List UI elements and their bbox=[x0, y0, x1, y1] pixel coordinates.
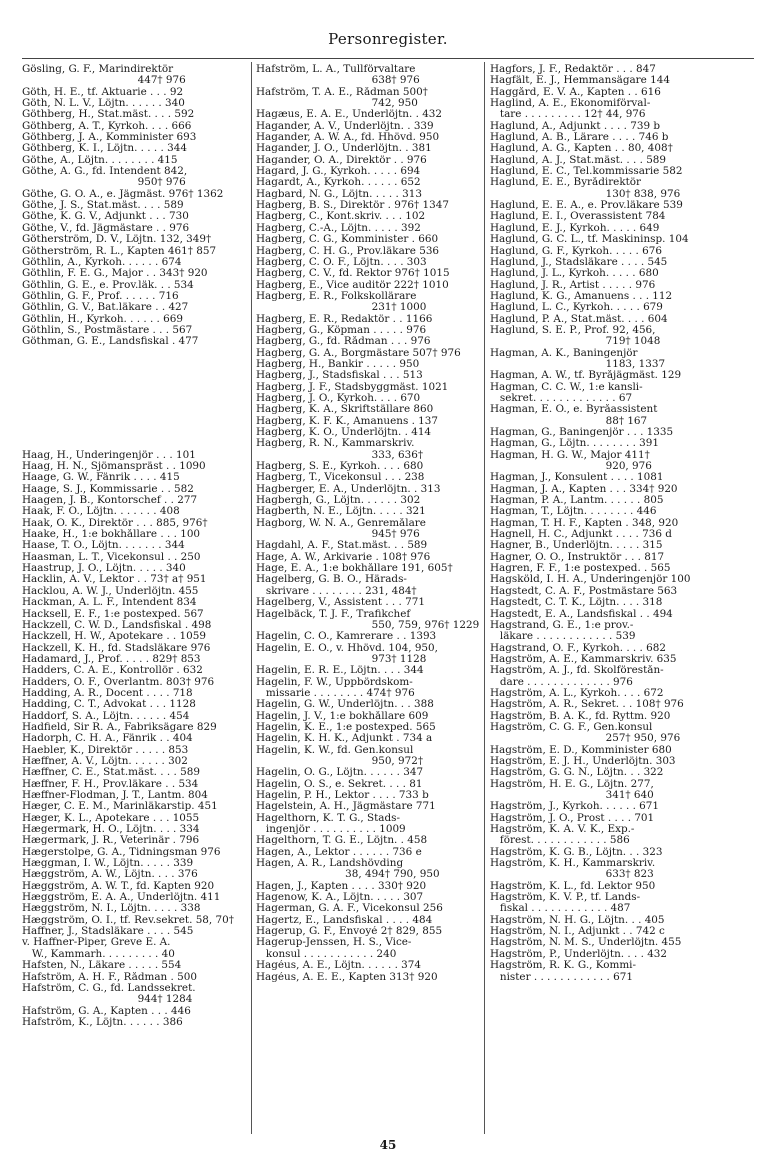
register-entry: Haag, H., Underingenjör . . . 101 bbox=[22, 449, 196, 461]
register-entry: Hagstedt, E. A., Landsfiskal . . 494 bbox=[490, 608, 673, 620]
register-entry: 944† 1284 bbox=[22, 994, 193, 1006]
register-entry: Gösling, G. F., Marindirektör bbox=[22, 64, 174, 75]
register-entry: Hagerman, G. A. F., Vicekonsul 256 bbox=[256, 903, 443, 915]
register-entry: Haglund, J. R., Artist . . . . . 976 bbox=[490, 279, 656, 291]
register-column-middle bbox=[256, 64, 482, 983]
register-entry: Hadamard, J., Prof. . . . . 829† 853 bbox=[22, 653, 201, 665]
register-entry: Haglund, E. E. A., e. Prov.läkare 539 bbox=[490, 200, 683, 212]
register-entry: Hagner, B., Underlöjtn. . . . . 315 bbox=[490, 540, 663, 552]
register-entry: Hagborg, W. N. A., Genremålare bbox=[256, 517, 426, 529]
register-entry: Haddorf, S. A., Löjtn. . . . . . 454 bbox=[22, 710, 190, 722]
register-entry: Hagberg, K. O., Underlöjtn. . 414 bbox=[256, 427, 432, 438]
register-entry: Hagberg, S. E., Kyrkoh. . . . 680 bbox=[256, 461, 424, 473]
register-entry: Haglund, P. A., Stat.mäst. . . . 604 bbox=[490, 313, 668, 325]
register-entry: Göthlin, H., Kyrkoh. . . . . . 669 bbox=[22, 313, 183, 325]
register-entry: Hagberg, G., Köpman . . . . . 976 bbox=[256, 324, 427, 336]
register-entry: Hagberg, C. H. G., Prov.läkare 536 bbox=[256, 245, 440, 257]
register-entry: Hagsköld, I. H. A., Underingenjör 100 bbox=[490, 574, 691, 586]
register-entry: Hackzell, K. H., fd. Stadsläkare 976 bbox=[22, 642, 211, 654]
register-entry: Hagman, C. C. W., 1:e kansli- bbox=[490, 381, 643, 393]
register-entry: Hagenow, K. A., Löjtn. . . . . 307 bbox=[256, 892, 424, 904]
register-entry: Hagerup, G. F., Envoyé 2† 829, 855 bbox=[256, 926, 443, 938]
register-entry: Hagander, J. O., Underlöjtn. . 381 bbox=[256, 143, 432, 155]
register-entry: 333, 636† bbox=[256, 449, 424, 461]
register-entry: Hagström, G. G. N., Löjtn. . . 322 bbox=[490, 767, 664, 779]
register-entry: Haglund, G. C. L., tf. Maskininsp. 104 bbox=[490, 234, 689, 246]
register-entry: Hagardt, A., Kyrkoh. . . . . . 652 bbox=[256, 177, 421, 189]
register-entry: 130† 838, 976 bbox=[490, 188, 681, 200]
register-entry: Göthe, G. O. A., e. Jägmäst. 976† 1362 bbox=[22, 188, 224, 200]
register-entry: Hæffner, F. H., Prov.läkare . . 534 bbox=[22, 778, 199, 790]
register-entry: Hacksell, E. F., 1:e postexped. 567 bbox=[22, 608, 204, 620]
register-entry: 638† 976 bbox=[256, 75, 420, 87]
register-entry: Hæggström, E. A. A., Underlöjtn. 411 bbox=[22, 892, 221, 904]
register-entry: Hagæus, E. A. E., Underlöjtn. . 432 bbox=[256, 109, 443, 121]
page-title: Personregister. bbox=[328, 30, 448, 48]
register-entry: Hagstedt, C. T. K., Löjtn. . . . 318 bbox=[490, 597, 663, 609]
spacer bbox=[22, 427, 250, 438]
register-entry: Hæger, K. L., Apotekare . . . 1055 bbox=[22, 812, 200, 824]
register-entry: Göthlin, A., Kyrkoh. . . . . . 674 bbox=[22, 256, 182, 268]
register-entry: Hagström, A. J., fd. Skolförestån- bbox=[490, 665, 664, 677]
register-entry: Hæffner, C. E., Stat.mäst. . . . 589 bbox=[22, 767, 200, 779]
register-entry: Hagström, N. M. S., Underlöjtn. 455 bbox=[490, 937, 682, 949]
register-entry: 88† 167 bbox=[490, 415, 648, 427]
register-entry: Hagander, A. W. A., fd. Hhövd. 950 bbox=[256, 132, 440, 144]
register-entry: Hagström, P., Underlöjtn. . . . 432 bbox=[490, 948, 668, 960]
register-entry: Haag, H. N., Sjömanspräst . . 1090 bbox=[22, 461, 206, 473]
register-entry: Haffner, J., Stadsläkare . . . . 545 bbox=[22, 926, 194, 938]
register-entry: Hagelin, K. H. K., Adjunkt . 734 a bbox=[256, 733, 433, 745]
register-entry: Haagen, J. B., Kontorschef . . 277 bbox=[22, 495, 198, 507]
register-entry: Hagberth, N. E., Löjtn. . . . . 321 bbox=[256, 506, 426, 518]
register-entry: Haglund, E. E., Byrådirektör bbox=[490, 177, 642, 189]
register-entry: Hagberg, T., Vicekonsul . . . 238 bbox=[256, 472, 425, 484]
register-entry: förest. . . . . . . . . . . . 586 bbox=[490, 835, 630, 847]
register-entry: Hæffner-Flodman, J. T., Lantm. 804 bbox=[22, 790, 208, 801]
register-entry: Haglund, S. E. P., Prof. 92, 456, bbox=[490, 324, 656, 336]
register-entry: Hagelbäck, T. J. F., Trafikchef bbox=[256, 608, 411, 620]
page-number: 45 bbox=[379, 1138, 397, 1152]
register-entry: 633† 823 bbox=[490, 869, 654, 881]
register-entry: Haglund, E. C., Tel.kommissarie 582 bbox=[490, 166, 683, 178]
register-entry: Haage, S. J., Kommissarie . . 582 bbox=[22, 483, 194, 495]
column-divider bbox=[251, 62, 252, 1134]
register-entry: Hæggström, N. I., Löjtn. . . . . 338 bbox=[22, 903, 201, 915]
register-entry: Hægermark, H. O., Löjtn. . . . 334 bbox=[22, 824, 200, 836]
register-entry: Haak, O. K., Direktör . . . 885, 976† bbox=[22, 517, 208, 529]
register-entry: Hagberg, G. A., Borgmästare 507† 976 bbox=[256, 347, 461, 359]
register-entry: Hadorph, C. H. A., Fänrik . . 404 bbox=[22, 733, 193, 745]
register-entry: Hagström, E. J. H., Underlöjtn. 303 bbox=[490, 755, 676, 767]
register-entry: Hagen, J., Kapten . . . . 330† 920 bbox=[256, 880, 427, 892]
register-entry: Göthlin, G. F., Prof. . . . . . 716 bbox=[22, 290, 179, 302]
register-entry: 341† 640 bbox=[490, 790, 654, 801]
register-entry: Haglund, K. G., Amanuens . . . 112 bbox=[490, 290, 673, 302]
register-entry: Hafsten, N., Läkare . . . . . 554 bbox=[22, 960, 182, 972]
register-entry: Hagfors, J. F., Redaktör . . . 847 bbox=[490, 64, 656, 75]
register-entry: läkare . . . . . . . . . . . . 539 bbox=[490, 631, 636, 643]
register-entry: Hæger, C. E. M., Marinläkarstip. 451 bbox=[22, 801, 218, 813]
register-entry: Hagelin, E. O., v. Hhövd. 104, 950, bbox=[256, 642, 438, 654]
register-entry: 920, 976 bbox=[490, 461, 652, 473]
register-entry: Hagstrand, O. F., Kyrkoh. . . . 682 bbox=[490, 642, 666, 654]
register-entry: Hagberg, J., Stadsfiskal . . . 513 bbox=[256, 370, 423, 382]
register-entry: Hagberg, J. O., Kyrkoh. . . . 670 bbox=[256, 392, 421, 404]
register-entry: Göthe, A., Löjtn. . . . . . . . 415 bbox=[22, 154, 178, 166]
register-entry: Haase, T. O., Löjtn. . . . . . . 344 bbox=[22, 540, 185, 552]
register-entry: Hagberg, C. G., Komminister . 660 bbox=[256, 234, 439, 246]
register-entry: Hagberg, C. V., fd. Rektor 976† 1015 bbox=[256, 268, 450, 280]
register-entry: Hagman, T., Löjtn. . . . . . . . 446 bbox=[490, 506, 657, 518]
register-entry: Hæffner, A. V., Löjtn. . . . . . 302 bbox=[22, 755, 188, 767]
register-entry: Hagelin, O. S., e. Sekret. . . . 81 bbox=[256, 778, 423, 790]
register-entry: Hagman, G., Löjtn. . . . . . . . 391 bbox=[490, 438, 660, 450]
register-entry: Hagström, K. H., Kammarskriv. bbox=[490, 858, 656, 870]
register-entry: Hagström, K. A. V. K., Exp.- bbox=[490, 824, 635, 836]
register-entry: Hadfield, Sir R. A., Fabriksägare 829 bbox=[22, 721, 217, 733]
register-column-left bbox=[22, 64, 250, 1028]
register-entry: Hagéus, A. E., Löjtn. . . . . . 374 bbox=[256, 960, 422, 972]
register-entry: Hagbergh, G., Löjtn. . . . . . 302 bbox=[256, 495, 421, 507]
register-entry: Hagertz, E., Landsfiskal . . . . 484 bbox=[256, 914, 433, 926]
register-entry: Göthlin, G. E., e. Prov.läk. . . 534 bbox=[22, 279, 194, 291]
register-entry: Hagelin, K. E., 1:e postexped. 565 bbox=[256, 721, 436, 733]
register-entry: Hagelin, O. G., Löjtn. . . . . . 347 bbox=[256, 767, 424, 779]
register-entry: Hagström, J. O., Prost . . . . 701 bbox=[490, 812, 655, 824]
register-entry: Hagen, A. R., Landshövding bbox=[256, 858, 404, 870]
register-entry: Hagberg, C.-A., Löjtn. . . . . 392 bbox=[256, 222, 421, 234]
register-entry: Hagman, A. K., Baningenjör bbox=[490, 347, 638, 359]
register-entry: 945† 976 bbox=[256, 529, 420, 541]
spacer bbox=[22, 438, 250, 449]
register-entry: 973† 1128 bbox=[256, 653, 427, 665]
register-entry: Haglind, A. E., Ekonomiförval- bbox=[490, 98, 651, 110]
register-entry: Haglund, E. J., Kyrkoh. . . . . 649 bbox=[490, 222, 660, 234]
register-entry: Hægermark, J. R., Veterinär . 796 bbox=[22, 835, 200, 847]
register-entry: Göth, H. E., tf. Aktuarie . . . 92 bbox=[22, 86, 184, 98]
register-entry: Hagström, K. L., fd. Lektor 950 bbox=[490, 880, 656, 892]
register-entry: Hafström, L. A., Tullförvaltare bbox=[256, 64, 416, 75]
register-entry: 38, 494† 790, 950 bbox=[256, 869, 440, 881]
register-entry: missarie . . . . . . . . 474† 976 bbox=[256, 687, 415, 699]
register-entry: Haglund, J., Stadsläkare . . . . 545 bbox=[490, 256, 668, 268]
register-entry: Göthe, A. G., fd. Intendent 842, bbox=[22, 166, 188, 178]
register-entry: Hagbard, N. G., Löjtn. . . . . 313 bbox=[256, 188, 422, 200]
register-entry: Hagberg, B. S., Direktör . 976† 1347 bbox=[256, 200, 449, 212]
register-entry: tare . . . . . . . . . 12† 44, 976 bbox=[490, 109, 646, 121]
register-entry: Hafström, A. H. F., Rådman . 500 bbox=[22, 971, 197, 983]
register-entry: Hadding, C. T., Advokat . . . 1128 bbox=[22, 699, 196, 711]
register-entry: Hagdahl, A. F., Stat.mäst. . . 589 bbox=[256, 540, 428, 552]
spacer bbox=[22, 393, 250, 404]
register-entry: Hagner, O. O., Instruktör . . . 817 bbox=[490, 551, 665, 563]
register-entry: Hagberg, J. F., Stadsbyggmäst. 1021 bbox=[256, 381, 449, 393]
header-rule bbox=[22, 58, 754, 59]
register-entry: Hagberg, R. N., Kammarskriv. bbox=[256, 438, 415, 450]
register-entry: Hackzell, C. W. D., Landsfiskal . 498 bbox=[22, 619, 212, 631]
register-entry: Göthe, V., fd. Jägmästare . . 976 bbox=[22, 222, 190, 234]
register-entry: Hagström, A. E., Kammarskriv. 635 bbox=[490, 653, 677, 665]
register-entry: Hadders, O. F., Överlantm. 803† 976 bbox=[22, 676, 215, 688]
column-divider bbox=[484, 62, 485, 1134]
register-entry: Hagberg, E. R., Redaktör . . 1166 bbox=[256, 313, 433, 325]
register-entry: sekret. . . . . . . . . . . . . 67 bbox=[490, 392, 633, 404]
register-entry: nister . . . . . . . . . . . . 671 bbox=[490, 971, 633, 983]
register-entry: Hagelin, K. W., fd. Gen.konsul bbox=[256, 744, 414, 756]
register-entry: Göthberg, J. A., Komminister 693 bbox=[22, 132, 197, 144]
register-entry: Hagström, K. V. P., tf. Lands- bbox=[490, 892, 641, 904]
register-entry: Hagen, A., Lektor . . . . . . 736 e bbox=[256, 846, 422, 858]
register-entry: Hagelberg, V., Assistent . . . 771 bbox=[256, 597, 425, 609]
register-entry: 550, 759, 976† 1229 bbox=[256, 619, 480, 631]
register-entry: Hæggström, A. W. T., fd. Kapten 920 bbox=[22, 880, 215, 892]
register-entry: Göthe, J. S., Stat.mäst. . . . 589 bbox=[22, 200, 184, 212]
register-entry: Hagelin, C. O., Kamrerare . . 1393 bbox=[256, 631, 437, 643]
register-entry: Hafström, C. G., fd. Landssekret. bbox=[22, 982, 196, 994]
register-entry: Hafström, T. A. E., Rådman 500† bbox=[256, 86, 428, 98]
register-entry: Hagberg, H., Bankir . . . . . 950 bbox=[256, 358, 420, 370]
register-entry: Hafström, G. A., Kapten . . . 446 bbox=[22, 1005, 191, 1017]
register-entry: Hagström, E. D., Komminister 680 bbox=[490, 744, 672, 756]
register-entry: Göthlin, S., Postmästare . . . 567 bbox=[22, 324, 193, 336]
register-entry: Hage, A. W., Arkivarie . 108† 976 bbox=[256, 551, 431, 563]
register-entry: Hagelberg, G. B. O., Härads- bbox=[256, 574, 407, 586]
register-entry: Hagberg, E., Vice auditör 222† 1010 bbox=[256, 279, 449, 291]
register-entry: Hagerup-Jenssen, H. S., Vice- bbox=[256, 937, 412, 949]
register-entry: Hagström, A. R., Sekret. . . 108† 976 bbox=[490, 699, 684, 711]
register-entry: Haasman, L. T., Vicekonsul . . 250 bbox=[22, 551, 201, 563]
register-entry: Haage, G. W., Fänrik . . . . 415 bbox=[22, 472, 180, 484]
register-entry: Hagström, R. K. G., Kommi- bbox=[490, 960, 637, 972]
register-entry: Hagman, T. H. F., Kapten . 348, 920 bbox=[490, 517, 679, 529]
register-entry: 719† 1048 bbox=[490, 336, 661, 348]
register-entry: Hagberg, K. A., Skriftställare 860 bbox=[256, 404, 434, 416]
register-entry: Hagström, N. I., Adjunkt . . 742 c bbox=[490, 926, 665, 938]
register-entry: Göthlin, F. E. G., Major . . 343† 920 bbox=[22, 268, 208, 280]
spacer bbox=[22, 382, 250, 393]
spacer bbox=[22, 416, 250, 427]
register-entry: Hagman, A. W., tf. Byråjägmäst. 129 bbox=[490, 370, 682, 382]
register-entry: 1183, 1337 bbox=[490, 358, 666, 370]
register-entry: 257† 950, 976 bbox=[490, 733, 681, 745]
register-entry: Hagfält, E. J., Hemmansägare 144 bbox=[490, 75, 670, 87]
register-entry: Hadding, A. R., Docent . . . . 718 bbox=[22, 687, 193, 699]
register-entry: Hagéus, A. E. E., Kapten 313† 920 bbox=[256, 971, 438, 983]
register-entry: Hagelthorn, T. G. E., Löjtn. . 458 bbox=[256, 835, 428, 847]
register-entry: Hagström, N. H. G., Löjtn. . . 405 bbox=[490, 914, 665, 926]
register-entry: Haglund, A. G., Kapten . . 80, 408† bbox=[490, 143, 673, 155]
register-entry: Haglund, L. C., Kyrkoh. . . . . 679 bbox=[490, 302, 663, 314]
register-entry: Hadders, C. A. E., Kontrollör . 632 bbox=[22, 665, 203, 677]
register-entry: Hagman, E. O., e. Byråassistent bbox=[490, 404, 658, 416]
register-entry: Hagander, A. V., Underlöjtn. . 339 bbox=[256, 120, 434, 132]
register-entry: Hagander, O. A., Direktör . . 976 bbox=[256, 154, 427, 166]
register-entry: Haake, H., 1:e bokhållare . . . 100 bbox=[22, 529, 201, 541]
register-entry: Haggård, E. V. A., Kapten . . 616 bbox=[490, 86, 661, 98]
register-entry: Haglund, A. J., Stat.mäst. . . . 589 bbox=[490, 154, 667, 166]
register-entry: v. Haffner-Piper, Greve E. A. bbox=[22, 937, 171, 949]
register-entry: W., Kammarh. . . . . . . . . 40 bbox=[22, 948, 175, 960]
register-entry: Hagard, J. G., Kyrkoh. . . . . 694 bbox=[256, 166, 421, 178]
register-entry: Haglund, G. F., Kyrkoh. . . . . 676 bbox=[490, 245, 662, 257]
register-entry: Hæggman, I. W., Löjtn. . . . . 339 bbox=[22, 858, 194, 870]
spacer bbox=[22, 359, 250, 370]
register-entry: Hagman, H. G. W., Major 411† bbox=[490, 449, 650, 461]
register-entry: Göthberg, K. I., Löjtn. . . . . 344 bbox=[22, 143, 187, 155]
register-entry: Hagstrand, G. E., 1:e prov.- bbox=[490, 619, 634, 631]
register-column-right bbox=[490, 64, 758, 983]
register-entry: konsul . . . . . . . . . . . 240 bbox=[256, 948, 397, 960]
register-entry: Göthberg, H., Stat.mäst. . . . 592 bbox=[22, 109, 195, 121]
register-entry: Hagberg, E. R., Folkskollärare bbox=[256, 290, 417, 302]
register-entry: Hagström, C. G. F., Gen.konsul bbox=[490, 721, 653, 733]
register-entry: Hagman, J. A., Kapten . . . 334† 920 bbox=[490, 483, 678, 495]
register-entry: Hage, E. A., 1:e bokhållare 191, 605† bbox=[256, 563, 453, 575]
register-entry: Hagberg, K. F. K., Amanuens . 137 bbox=[256, 415, 439, 427]
register-entry: Haglund, E. I., Överassistent 784 bbox=[490, 211, 666, 223]
register-entry: Hagström, A. L., Kyrkoh. . . . 672 bbox=[490, 687, 664, 699]
register-entry: 950† 976 bbox=[22, 177, 186, 189]
register-entry: Haebler, K., Direktör . . . . . 853 bbox=[22, 744, 189, 756]
register-entry: Hagberg, C., Kont.skriv. . . . 102 bbox=[256, 211, 426, 223]
register-entry: Hagelin, P. H., Lektor . . . . 733 b bbox=[256, 790, 429, 801]
register-entry: Hagberg, G., fd. Rådman . . . 976 bbox=[256, 336, 431, 348]
register-entry: Hagelin, G. W., Underlöjtn. . . 388 bbox=[256, 699, 434, 711]
register-entry: Haglund, A. B., Lärare . . . . 746 b bbox=[490, 132, 669, 144]
register-entry: Hagelin, F. W., Uppbördskom- bbox=[256, 676, 413, 688]
register-entry: Hacklin, A. V., Lektor . . 73† a† 951 bbox=[22, 574, 207, 586]
register-entry: Hagberger, E. A., Underlöjtn. . 313 bbox=[256, 483, 441, 495]
register-entry: Göth, N. L. V., Löjtn. . . . . . 340 bbox=[22, 98, 185, 110]
register-entry: dare . . . . . . . . . . . . . 976 bbox=[490, 676, 633, 688]
register-entry: Göthe, K. G. V., Adjunkt . . . 730 bbox=[22, 211, 189, 223]
register-entry: 742, 950 bbox=[256, 98, 418, 110]
register-entry: Haak, F. O., Löjtn. . . . . . . 408 bbox=[22, 506, 180, 518]
register-entry: Hagström, H. E. G., Löjtn. 277, bbox=[490, 778, 654, 790]
register-entry: Hagström, B. A. K., fd. Ryttm. 920 bbox=[490, 710, 671, 722]
register-entry: Hagelstein, A. H., Jägmästare 771 bbox=[256, 801, 436, 813]
register-entry: skrivare . . . . . . . . 231, 484† bbox=[256, 585, 417, 597]
register-entry: Hafström, K., Löjtn. . . . . . 386 bbox=[22, 1016, 183, 1028]
register-entry: Hagberg, C. O. F., Löjtn. . . . 303 bbox=[256, 256, 427, 268]
register-entry: 447† 976 bbox=[22, 75, 186, 87]
register-entry: Hagman, P. A., Lantm. . . . . . 805 bbox=[490, 495, 664, 507]
spacer bbox=[22, 404, 250, 415]
register-entry: Hagman, J., Konsulent . . . . 1081 bbox=[490, 472, 664, 484]
register-entry: Hæggström, O. I., tf. Rev.sekret. 58, 70† bbox=[22, 914, 234, 926]
register-entry: Hagelin, J. V., 1:e bokhållare 609 bbox=[256, 710, 429, 722]
register-entry: Haastrup, J. O., Löjtn. . . . . 340 bbox=[22, 563, 186, 575]
register-entry: Hackzell, H. W., Apotekare . . 1059 bbox=[22, 631, 206, 643]
register-entry: Göthberg, A. T., Kyrkoh. . . . 666 bbox=[22, 120, 192, 132]
register-entry: Haglund, J. L., Kyrkoh. . . . . 680 bbox=[490, 268, 659, 280]
register-entry: Hagström, J., Kyrkoh. . . . . . 671 bbox=[490, 801, 660, 813]
register-entry: Götherström, D. V., Löjtn. 132, 349† bbox=[22, 234, 212, 246]
register-entry: Hagelthorn, K. T. G., Stads- bbox=[256, 812, 400, 824]
register-entry: ingenjör . . . . . . . . . . 1009 bbox=[256, 824, 406, 836]
register-entry: Hackman, A. L. F., Intendent 834 bbox=[22, 597, 197, 609]
register-entry: Hagstedt, C. A. F., Postmästare 563 bbox=[490, 585, 678, 597]
register-entry: Hagström, K. G. B., Löjtn. . . 323 bbox=[490, 846, 663, 858]
register-entry: Hacklou, A. W. J., Underlöjtn. 455 bbox=[22, 585, 199, 597]
register-entry: fiskal . . . . . . . . . . . . 487 bbox=[490, 903, 631, 915]
register-entry: Hagman, G., Baningenjör . . . 1335 bbox=[490, 427, 674, 438]
register-entry: Hagren, F. F., 1:e postexped. . 565 bbox=[490, 563, 671, 575]
register-entry: Götherström, R. L., Kapten 461† 857 bbox=[22, 245, 217, 257]
spacer bbox=[22, 348, 250, 359]
register-entry: Haglund, A., Adjunkt . . . . 739 b bbox=[490, 120, 661, 132]
register-entry: 950, 972† bbox=[256, 755, 424, 767]
register-entry: Hæggström, A. W., Löjtn. . . . 376 bbox=[22, 869, 198, 881]
register-entry: Hagelin, E. R. E., Löjtn. . . . 344 bbox=[256, 665, 424, 677]
register-entry: Göthman, G. E., Landsfiskal . 477 bbox=[22, 336, 199, 348]
register-entry: Hagnell, H. C., Adjunkt . . . . 736 d bbox=[490, 529, 672, 541]
register-entry: 231† 1000 bbox=[256, 302, 427, 314]
register-entry: Göthlin, G. V., Bat.läkare . . 427 bbox=[22, 302, 189, 314]
spacer bbox=[22, 370, 250, 381]
register-entry: Hægerstolpe, G. A., Tidningsman 976 bbox=[22, 846, 221, 858]
